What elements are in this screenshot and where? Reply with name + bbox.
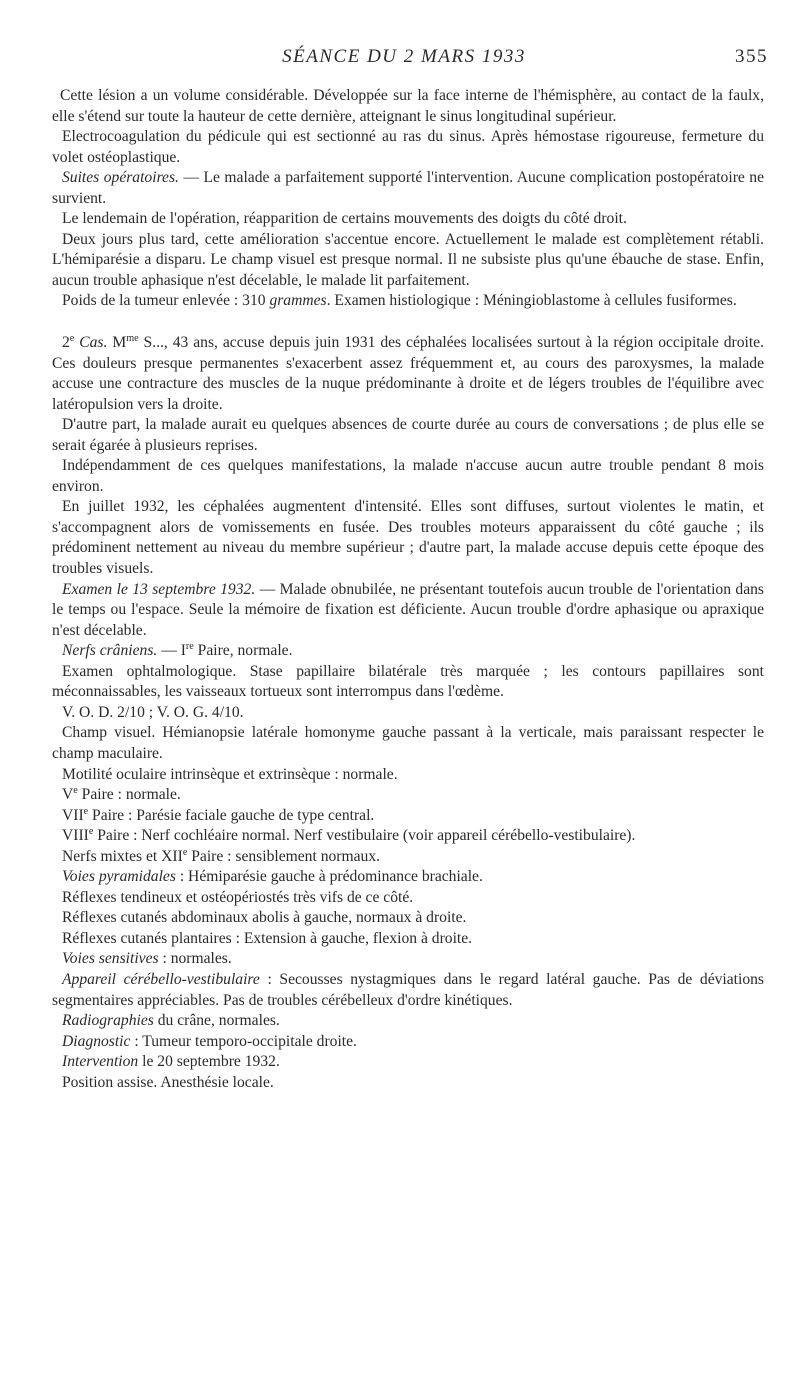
page-header [40,46,768,72]
paragraph-text: M [107,334,127,352]
section-label: Voies pyramidales [62,868,176,886]
section-label: Cas. [74,334,108,352]
superscript: e [83,805,89,817]
paragraph-text: Paire : Nerf cochléaire normal. Nerf vestibulaire (voir appareil cérébello-vestibulaire). [93,827,636,845]
paragraph: Cette lésion a un volume considérable. Développée sur la face interne de l'hémisphère, au contact de la faulx, elle s'étend sur toute la hauteur de cette dernière, atteignant le sinus longitudinal supérieur. [52,87,764,125]
paragraph-text: VII [62,806,84,824]
paragraph-text: S..., 43 ans, accuse depuis juin 1931 des céphalées localisées surtout à la région occipitale droite. Ces douleurs presque permanentes s'exacerbent assez fréquemment et, au cours des paroxysmes, la malade accuse une contracture des muscles de la nuque prédominante à droite et de légers troubles de l'équilibre avec latéropulsion vers la droite. [52,334,765,413]
paragraph: Réflexes tendineux et ostéopériostés très vifs de ce côté. [62,888,414,906]
section-label: Intervention [62,1053,139,1071]
paragraph-text: Paire : sensiblement normaux. [187,847,381,865]
paragraph [52,806,764,827]
paragraph-text: V [62,786,74,804]
paragraph [52,970,764,1011]
section-label: Voies sensitives [62,950,159,968]
paragraph: En juillet 1932, les céphalées augmentent d'intensité. Elles sont diffuses, surtout violentes le matin, et s'accompagnent alors de vomissements en fusée. Des troubles moteurs apparaissent du côté gauche ; ils prédominent nettement au niveau du membre supérieur ; d'autre part, la malade accuse depuis cette époque des troubles visuels. [52,498,764,578]
paragraph [52,785,764,806]
section-label: Diagnostic [62,1032,131,1050]
paragraph-text: Paire : Parésie faciale gauche de type central. [88,806,375,824]
section-label: Examen le 13 septembre 1932. [62,580,256,598]
paragraph: Réflexes cutanés abdominaux abolis à gauche, normaux à droite. [62,909,467,927]
paragraph-text: . Examen histiologique : Méningioblastome à cellules fusiformes. [326,292,737,310]
paragraph [52,1011,764,1032]
paragraph [52,641,764,662]
paragraph: V. O. D. 2/10 ; V. O. G. 4/10. [62,703,244,721]
paragraph: Position assise. Anesthésie locale. [62,1073,274,1091]
paragraph-text: — I [157,642,186,660]
page-body [52,86,764,1093]
paragraph: Examen ophtalmologique. Stase papillaire bilatérale très marquée ; les contours papillaires sont méconnaissables, les vaisseaux tortueux sont interrompus dans l'œdème. [52,662,764,701]
superscript: e [88,825,94,837]
superscript: e [182,846,188,858]
paragraph [52,1052,764,1073]
section-label: Nerfs crâniens. [62,642,158,660]
section-label: Suites opératoires. [62,169,179,187]
paragraph-text: : Tumeur temporo-occipitale droite. [130,1032,357,1050]
paragraph [52,580,764,642]
paragraph: Deux jours plus tard, cette amélioration s'accentue encore. Actuellement le malade est complètement rétabli. L'hémiparésie a disparu. Le champ visuel est presque normal. Il ne subsiste plus qu'une ébauche de stase. Enfin, aucun trouble aphasique n'est décelable, le malade lit parfaitement. [52,230,764,289]
paragraph-text: Paire : normale. [77,786,181,804]
paragraph [52,867,764,888]
page-number: 355 [735,46,768,67]
paragraph [52,826,764,847]
section-label: Appareil cérébello-vestibulaire [62,970,260,988]
case-number: 2 [62,334,70,352]
paragraph-text: Poids de la tumeur enlevée : 310 [62,292,270,310]
paragraph-text: — Malade obnubilée, ne présentant toutefois aucun trouble de l'orientation dans le temps ou l'espace. Seule la mémoire de fixation est déficiente. Aucun trouble d'ordre aphasique ou apraxique n'est décelable. [52,580,764,639]
paragraph-text: le 20 septembre 1932. [138,1053,280,1071]
paragraph: Le lendemain de l'opération, réapparition de certains mouvements des doigts du côté droit. [62,210,627,228]
running-title: SÉANCE DU 2 MARS 1933 [282,46,526,67]
paragraph [52,291,764,312]
paragraph: Réflexes cutanés plantaires : Extension à gauche, flexion à droite. [62,929,473,947]
paragraph-text: : Hémiparésie gauche à prédominance brachiale. [175,868,483,886]
superscript: e [73,784,78,796]
emphasis: grammes [269,292,327,310]
paragraph-text: Paire, normale. [193,642,293,660]
paragraph-text: du crâne, normales. [153,1012,280,1030]
paragraph: Electrocoagulation du pédicule qui est sectionné au ras du sinus. Après hémostase rigoureuse, fermeture du volet ostéoplastique. [52,128,764,166]
paragraph-text: : normales. [158,950,232,968]
superscript: e [69,332,75,344]
paragraph: Champ visuel. Hémianopsie latérale homonyme gauche passant à la verticale, mais paraissant respecter le champ maculaire. [52,724,764,762]
paragraph [52,949,764,970]
paragraph-text: — Le malade a parfaitement supporté l'intervention. Aucune complication postopératoire ne survient. [52,169,764,207]
paragraph: Motilité oculaire intrinsèque et extrinsèque : normale. [62,765,398,783]
paragraph: Indépendamment de ces quelques manifestations, la malade n'accuse aucun autre trouble pendant 8 mois environ. [52,457,764,495]
superscript: re [185,641,194,653]
superscript: me [126,332,139,344]
paragraph [52,847,764,868]
paragraph-case-2 [52,333,764,415]
paragraph-text: Nerfs mixtes et XII [62,847,183,865]
paragraph [52,1032,764,1053]
paragraph: D'autre part, la malade aurait eu quelques absences de courte durée au cours de conversations ; de plus elle se serait égarée à plusieurs reprises. [52,416,764,454]
paragraph-text: VIII [62,827,89,845]
section-label: Radiographies [62,1012,154,1030]
paragraph-text: : Secousses nystagmiques dans le regard latéral gauche. Pas de déviations segmentaires appréciables. Pas de troubles cérébelleux d'ordre kinétiques. [52,970,765,1009]
paragraph [52,168,764,209]
